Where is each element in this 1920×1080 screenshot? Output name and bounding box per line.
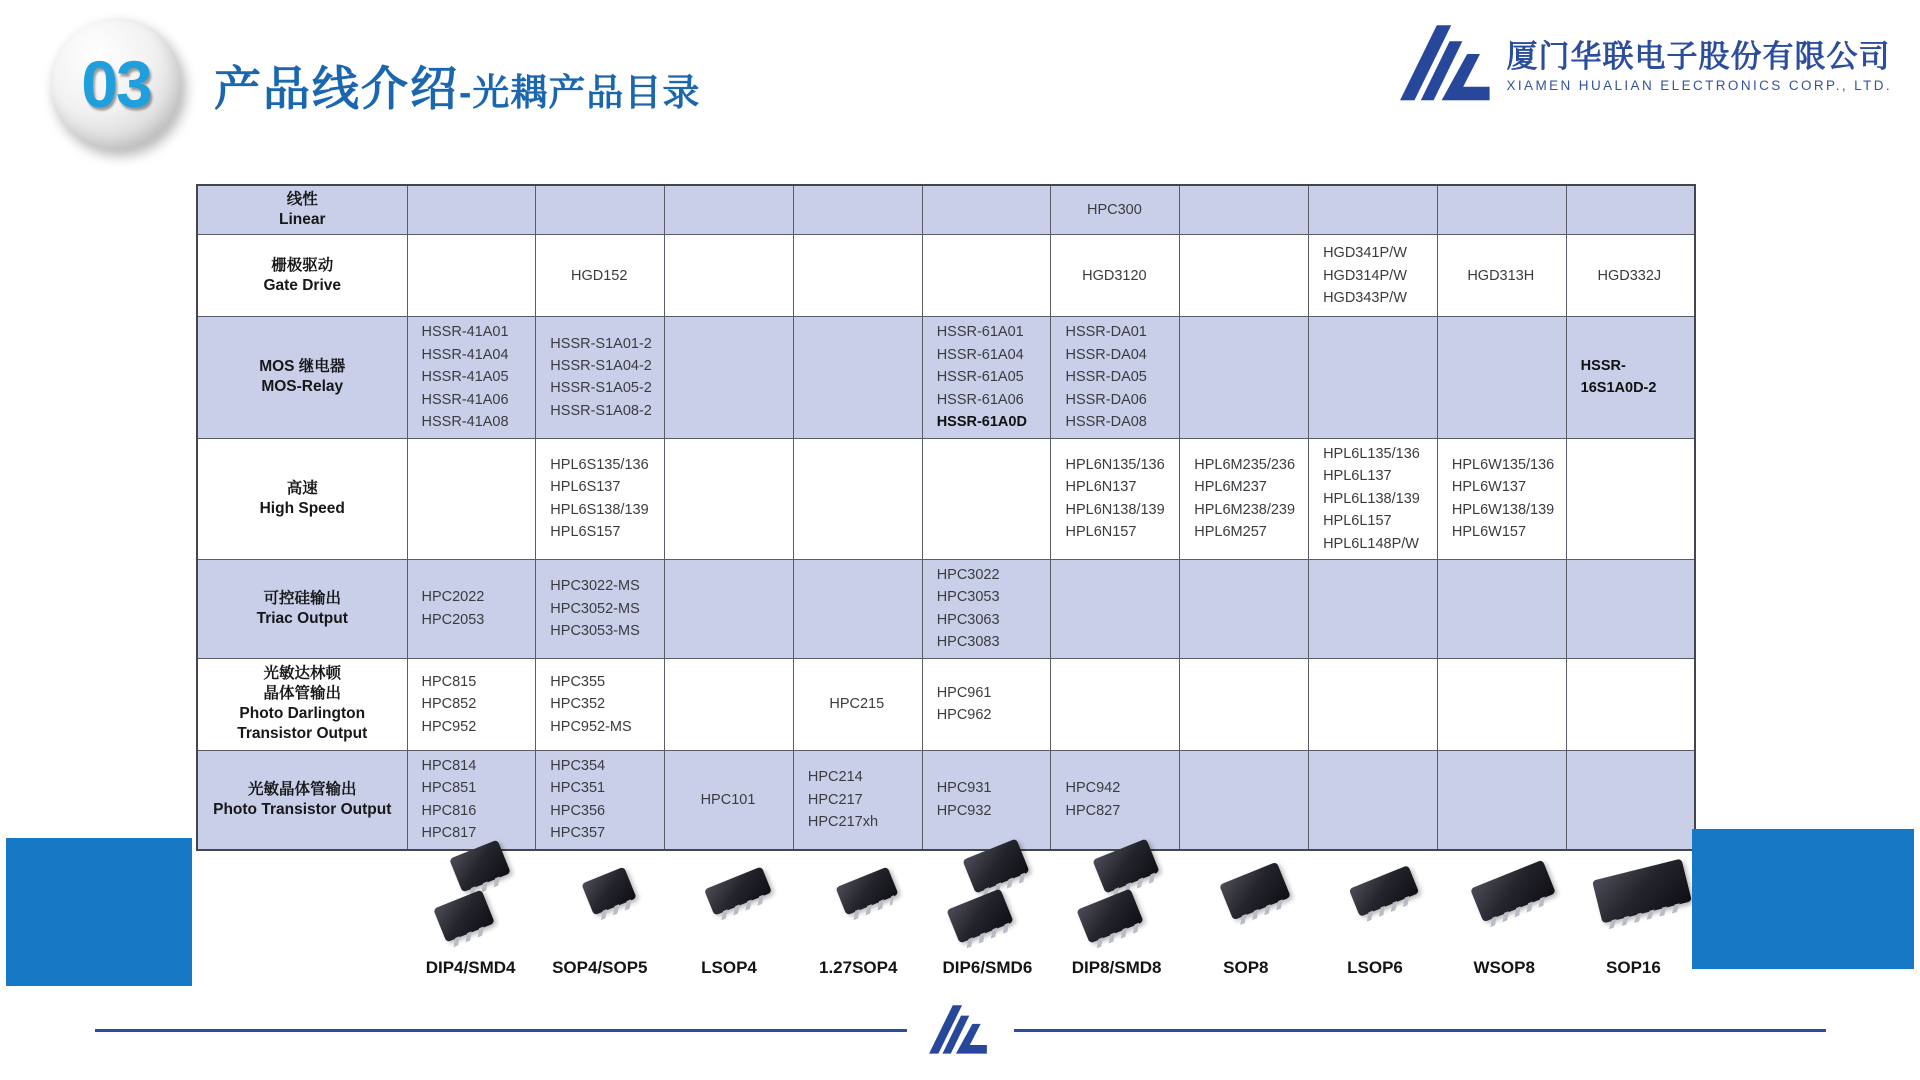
package-item (664, 832, 793, 978)
product-model: HPC3053-MS (550, 623, 640, 640)
product-cell (1309, 185, 1438, 235)
package-label: SOP4/SOP5 (552, 958, 648, 977)
product-model: HSSR-DA01 (1065, 324, 1147, 341)
product-model: HPC827 (1065, 802, 1121, 819)
package-label: DIP6/SMD6 (942, 958, 1033, 977)
package-label: SOP16 (1606, 958, 1661, 977)
product-model: HPL6S137 (550, 479, 621, 496)
product-cell (407, 559, 536, 658)
section-number-badge (50, 18, 182, 150)
package-label: LSOP6 (1347, 958, 1403, 977)
product-cell (1051, 438, 1180, 559)
product-model: HPL6M257 (1194, 524, 1267, 541)
product-cell (1180, 185, 1309, 235)
product-cell (922, 559, 1051, 658)
product-cell (793, 658, 922, 750)
product-cell (536, 438, 665, 559)
product-model: HPL6L157 (1323, 513, 1392, 530)
product-cell (1180, 658, 1309, 750)
left-blue-bar (6, 838, 192, 986)
product-cell (1566, 317, 1695, 438)
chip-image-lsop4 (689, 832, 769, 950)
product-model: HSSR-S1A08-2 (550, 402, 652, 419)
package-item (1440, 832, 1569, 978)
product-model: HGD3120 (1082, 267, 1147, 284)
product-cell (1309, 559, 1438, 658)
product-cell (793, 559, 922, 658)
product-cell (1309, 658, 1438, 750)
product-cell (1437, 559, 1566, 658)
product-model: HPL6L148P/W (1323, 535, 1419, 552)
product-model: HSSR-DA06 (1065, 391, 1147, 408)
category-cell: 栅极驱动 Gate Drive (197, 235, 407, 317)
product-model: HPC351 (550, 780, 606, 797)
product-cell (922, 185, 1051, 235)
product-cell (1051, 235, 1180, 317)
hl-logo-icon (1400, 22, 1496, 102)
product-model: HPC3063 (936, 611, 1000, 628)
package-label: DIP8/SMD8 (1071, 958, 1162, 977)
footer-divider-left (95, 1029, 907, 1032)
table-row (197, 185, 1695, 235)
category-cell: 线性 Linear (197, 185, 407, 235)
product-model: HSSR-41A08 (421, 414, 509, 431)
footer-hl-logo-icon (929, 1000, 991, 1058)
table-row (197, 438, 1695, 559)
product-cell (793, 317, 922, 438)
product-cell (922, 235, 1051, 317)
company-name-en: XIAMEN HUALIAN ELECTRONICS CORP., LTD. (1506, 78, 1892, 93)
product-cell (1180, 559, 1309, 658)
footer-divider-right (1014, 1029, 1826, 1032)
category-cell: 光敏达林顿 晶体管输出 Photo Darlington Transistor Output (197, 658, 407, 750)
product-model: HPC2053 (421, 611, 485, 628)
product-model: HSSR-16S1A0D-2 (1580, 357, 1657, 397)
chip-image-lsop6 (1334, 832, 1416, 950)
product-model: HSSR-61A05 (936, 369, 1024, 386)
product-model: HGD343P/W (1323, 290, 1407, 307)
product-cell (922, 658, 1051, 750)
product-model: HPL6W157 (1451, 524, 1527, 541)
product-cell (1051, 317, 1180, 438)
product-cell (1180, 438, 1309, 559)
product-cell (1437, 185, 1566, 235)
product-cell (1437, 658, 1566, 750)
product-model: HPC852 (421, 696, 477, 713)
product-model: HPL6S138/139 (550, 501, 649, 518)
product-model: HPL6S157 (550, 524, 621, 541)
product-model: HPC214 (807, 769, 863, 786)
product-model: HPC101 (700, 791, 756, 808)
product-model: HPC215 (829, 696, 885, 713)
product-model: HPC354 (550, 757, 606, 774)
product-model: HSSR-DA08 (1065, 414, 1147, 431)
package-item (923, 832, 1052, 978)
product-model: HGD314P/W (1323, 267, 1407, 284)
product-model: HPL6N137 (1065, 479, 1137, 496)
product-cell (922, 438, 1051, 559)
category-cell: 可控硅输出 Triac Output (197, 559, 407, 658)
product-cell (1566, 559, 1695, 658)
product-model: HPC815 (421, 673, 477, 690)
product-model: HPC817 (421, 825, 477, 842)
product-model: HSSR-S1A01-2 (550, 335, 652, 352)
company-name-cn: 厦门华联电子股份有限公司 (1506, 39, 1891, 74)
package-item (1052, 832, 1181, 978)
product-model: HPL6L137 (1323, 468, 1392, 485)
product-cell (793, 235, 922, 317)
product-cell (407, 185, 536, 235)
product-cell (1437, 235, 1566, 317)
product-cell (1051, 559, 1180, 658)
product-model: HPL6M237 (1194, 479, 1267, 496)
section-number: 03 (81, 47, 151, 121)
package-item (1569, 832, 1698, 978)
page-title-main: 产品线介绍 (214, 62, 459, 115)
product-model: HPC814 (421, 757, 477, 774)
package-item (1181, 832, 1310, 978)
product-table-body (197, 185, 1695, 850)
product-model: HPC356 (550, 802, 606, 819)
package-row (406, 832, 1698, 978)
product-cell (1566, 658, 1695, 750)
product-model: HPC932 (936, 802, 992, 819)
product-cell (1437, 317, 1566, 438)
product-model: HPC217xh (807, 814, 879, 831)
package-item (535, 832, 664, 978)
product-cell (665, 559, 794, 658)
chip-image-sop8 (1206, 832, 1286, 950)
product-model: HPC816 (421, 802, 477, 819)
product-cell (793, 185, 922, 235)
product-model: HPL6W138/139 (1451, 501, 1555, 518)
product-cell (665, 438, 794, 559)
product-cell (1180, 235, 1309, 317)
product-model: HPC357 (550, 825, 606, 842)
product-cell (1309, 438, 1438, 559)
product-cell (536, 559, 665, 658)
product-model: HGD332J (1597, 267, 1662, 284)
category-cell: 高速 High Speed (197, 438, 407, 559)
product-model: HPC217 (807, 791, 863, 808)
product-model: HPL6N138/139 (1065, 501, 1165, 518)
product-model: HGD313H (1467, 267, 1535, 284)
chip-image-dip8 (1079, 832, 1155, 950)
product-model: HPL6L135/136 (1323, 445, 1420, 462)
package-label: WSOP8 (1473, 958, 1535, 977)
product-model: HPC3022-MS (550, 578, 640, 595)
package-item (406, 832, 535, 978)
product-model: HSSR-41A01 (421, 324, 509, 341)
package-label: 1.27SOP4 (818, 958, 898, 977)
product-cell (1309, 317, 1438, 438)
product-model: HPC851 (421, 780, 477, 797)
company-logo (1400, 22, 1892, 102)
table-row (197, 559, 1695, 658)
product-model: HPC3053 (936, 589, 1000, 606)
product-cell (665, 235, 794, 317)
product-model: HPL6W135/136 (1451, 456, 1555, 473)
product-cell (665, 317, 794, 438)
product-cell (793, 438, 922, 559)
product-cell (922, 317, 1051, 438)
product-model: HPC961 (936, 684, 992, 701)
product-model: HPC962 (936, 707, 992, 724)
page-title-sub: -光耦产品目录 (459, 72, 701, 113)
product-model: HGD152 (570, 267, 628, 284)
product-cell (536, 658, 665, 750)
product-cell (1180, 317, 1309, 438)
product-cell (1566, 185, 1695, 235)
product-model: HPL6N157 (1065, 524, 1137, 541)
chip-image-wsop8 (1456, 832, 1552, 950)
product-model: HSSR-41A04 (421, 346, 509, 363)
table-row (197, 658, 1695, 750)
product-cell (407, 317, 536, 438)
page-title (214, 52, 700, 119)
product-model: HPC3022 (936, 566, 1000, 583)
package-item (794, 832, 923, 978)
product-model: HSSR-DA05 (1065, 369, 1147, 386)
product-cell (1566, 235, 1695, 317)
product-model: HPC2022 (421, 589, 485, 606)
chip-image-sop4 (568, 832, 632, 950)
product-model: HSSR-61A0D (936, 414, 1027, 431)
product-model: HSSR-DA04 (1065, 346, 1147, 363)
product-cell (665, 185, 794, 235)
chip-image-sop16 (1578, 832, 1688, 950)
product-model: HGD341P/W (1323, 245, 1407, 262)
product-cell (407, 658, 536, 750)
product-model: HPL6M235/236 (1194, 456, 1296, 473)
product-model: HSSR-61A06 (936, 391, 1024, 408)
product-model: HPL6S135/136 (550, 456, 649, 473)
product-model: HSSR-41A06 (421, 391, 509, 408)
product-model: HPC942 (1065, 780, 1121, 797)
product-cell (536, 235, 665, 317)
product-model: HPC3083 (936, 634, 1000, 651)
product-cell (1051, 185, 1180, 235)
product-model: HPL6L138/139 (1323, 490, 1420, 507)
product-cell (1437, 438, 1566, 559)
product-cell (407, 438, 536, 559)
product-model: HPC352 (550, 696, 606, 713)
package-label: DIP4/SMD4 (425, 958, 516, 977)
product-model: HPC931 (936, 780, 992, 797)
product-model: HPL6M238/239 (1194, 501, 1296, 518)
product-model: HSSR-41A05 (421, 369, 509, 386)
table-row (197, 235, 1695, 317)
product-model: HSSR-S1A05-2 (550, 380, 652, 397)
product-model: HPC300 (1086, 201, 1142, 218)
product-model: HSSR-S1A04-2 (550, 357, 652, 374)
package-label: SOP8 (1223, 958, 1269, 977)
product-cell (536, 185, 665, 235)
package-item (1310, 832, 1439, 978)
product-cell (1309, 235, 1438, 317)
product-model: HPL6N135/136 (1065, 456, 1165, 473)
chip-image-dip4 (436, 832, 506, 950)
right-blue-bar (1692, 829, 1914, 969)
product-model: HSSR-61A04 (936, 346, 1024, 363)
product-cell (665, 658, 794, 750)
chip-image-dip6 (949, 832, 1025, 950)
category-cell: 光敏晶体管输出 Photo Transistor Output (197, 750, 407, 849)
table-row (197, 317, 1695, 438)
product-model: HSSR-61A01 (936, 324, 1024, 341)
product-model: HPL6W137 (1451, 479, 1527, 496)
category-cell: MOS 继电器 MOS-Relay (197, 317, 407, 438)
chip-image-sop127 (821, 832, 895, 950)
product-cell (1051, 658, 1180, 750)
product-model: HPC355 (550, 673, 606, 690)
product-cell (1566, 438, 1695, 559)
product-model: HPC952-MS (550, 718, 632, 735)
product-model: HPC3052-MS (550, 600, 640, 617)
product-cell (536, 317, 665, 438)
product-cell (407, 235, 536, 317)
package-label: LSOP4 (701, 958, 757, 977)
product-model: HPC952 (421, 718, 477, 735)
optocoupler-product-table (196, 184, 1696, 851)
